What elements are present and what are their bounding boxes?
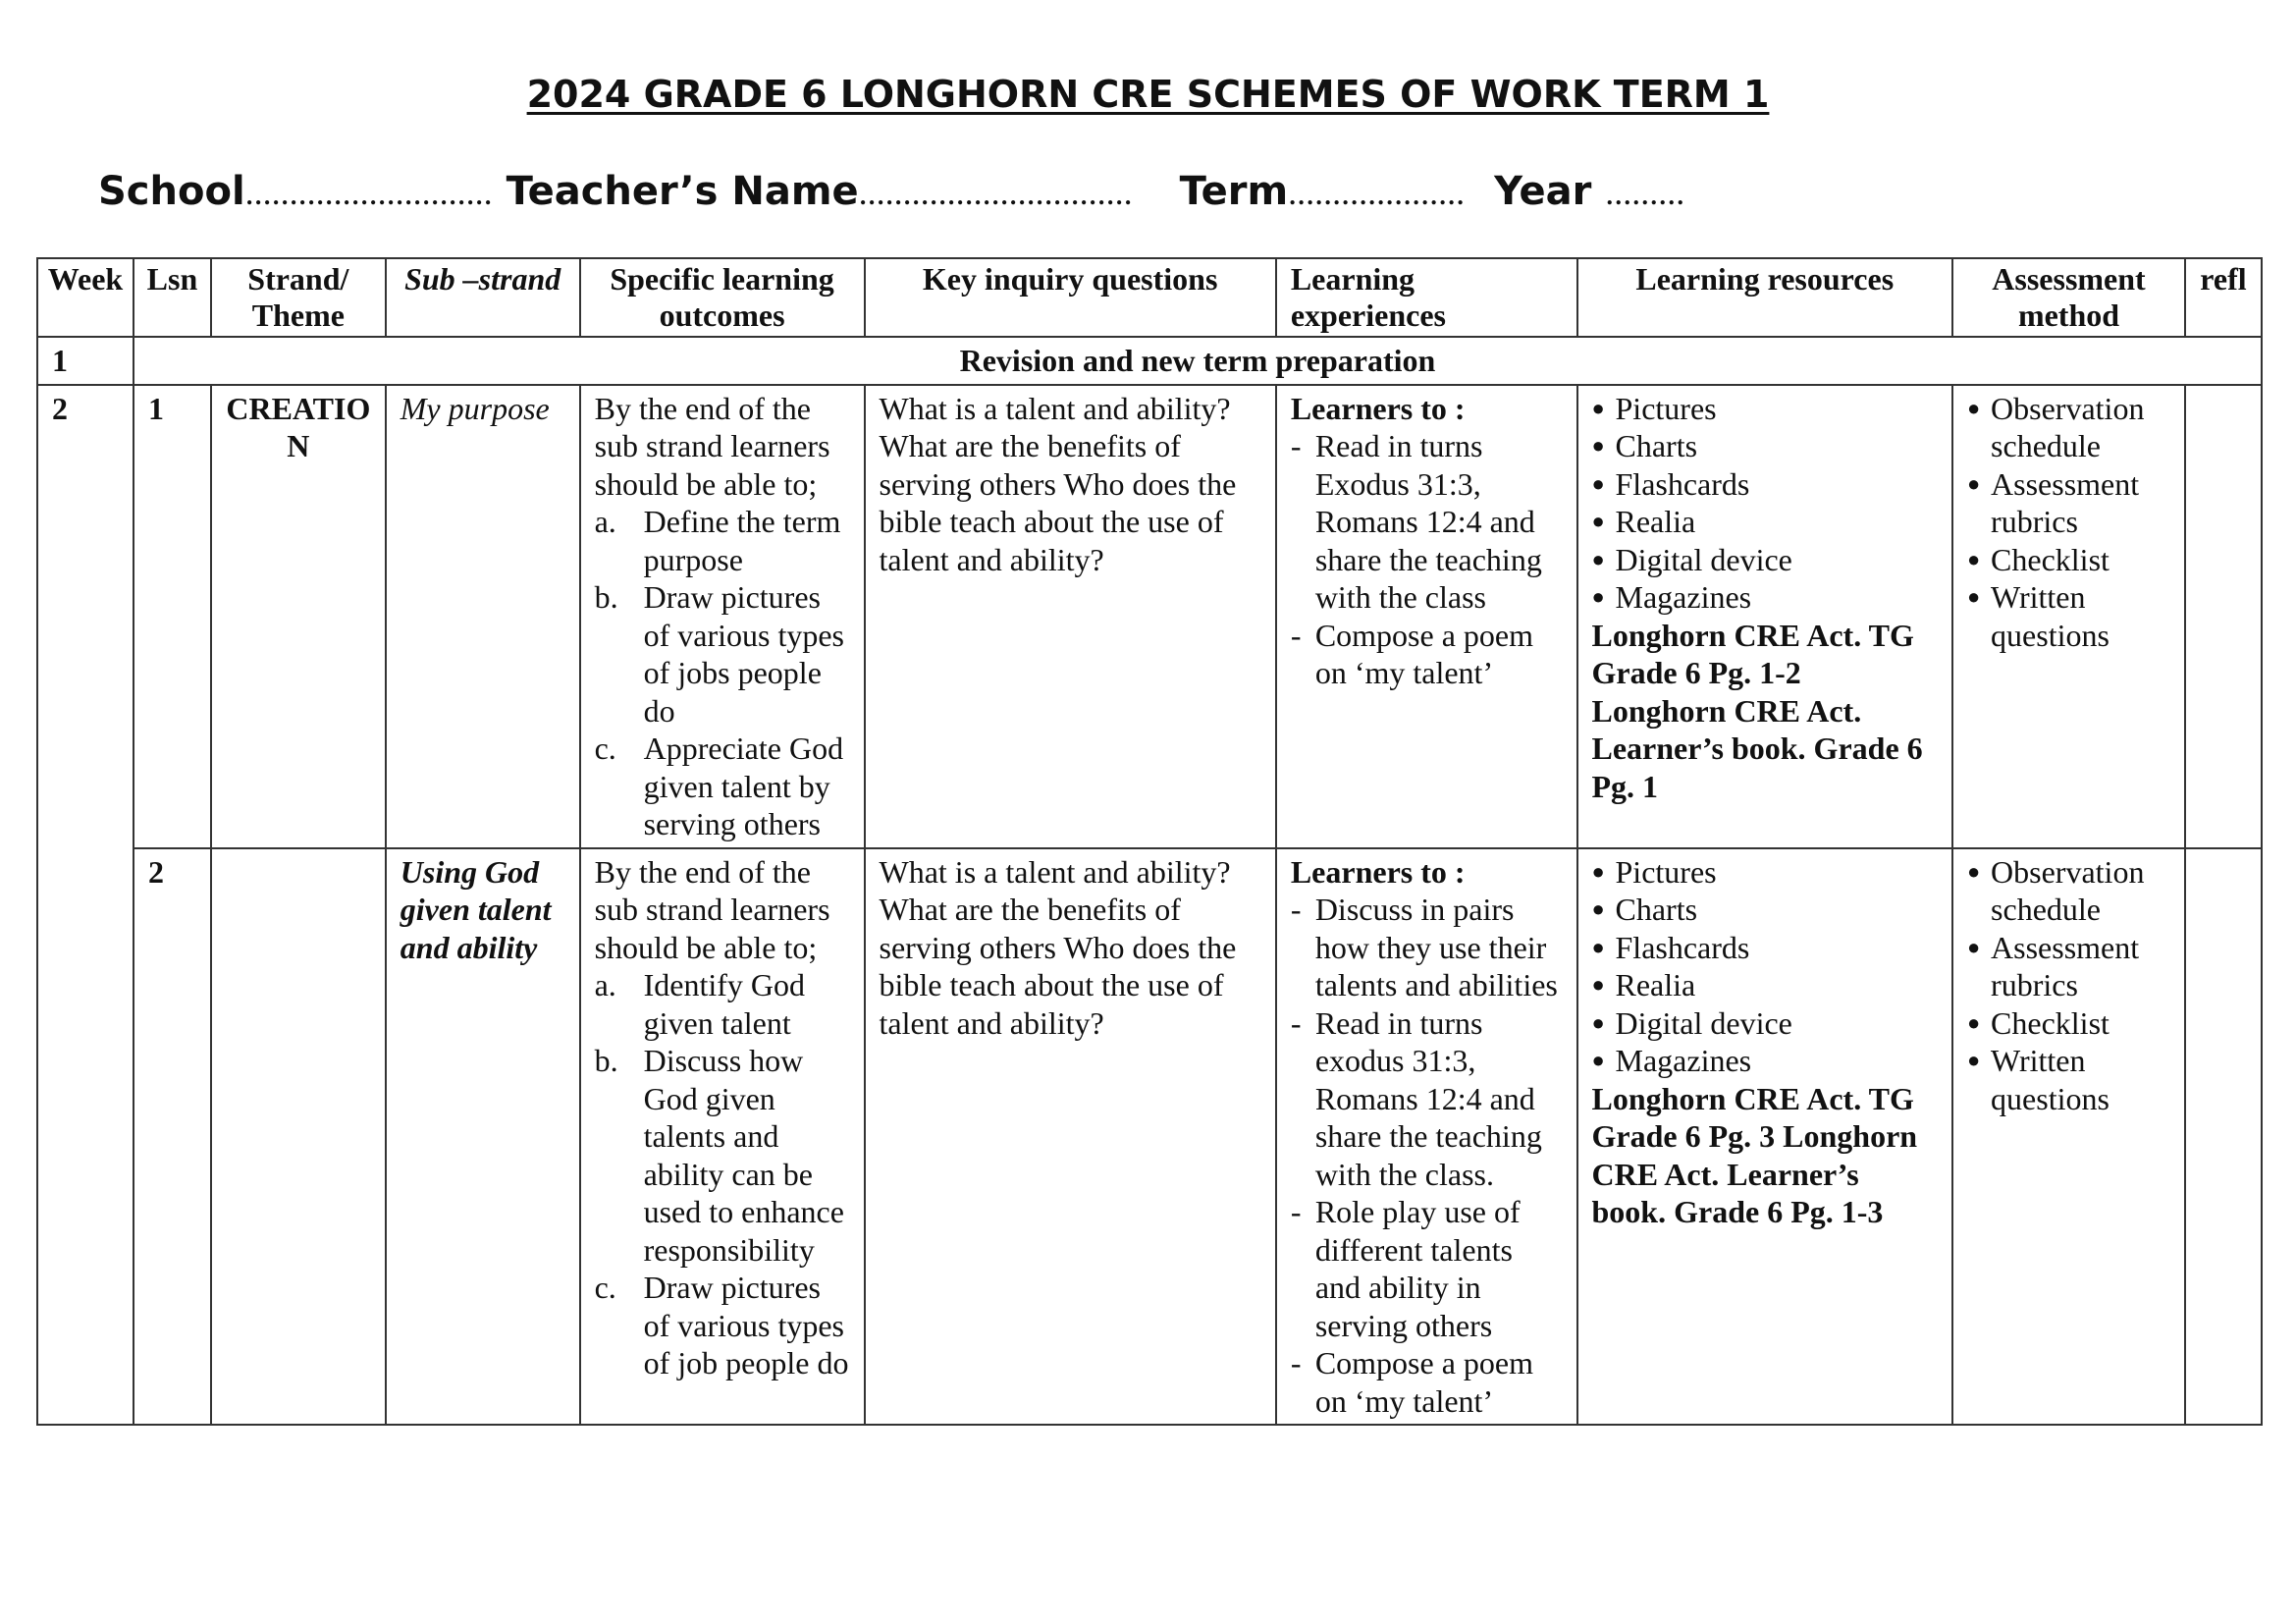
bullet-icon: ● bbox=[1591, 546, 1605, 571]
list-item bbox=[595, 1269, 850, 1382]
questions-cell: What is a talent and ability? What are the benefits of serving others Who does the bible teach about the use of talent and ability? bbox=[865, 848, 1276, 1426]
col-resources: Learning resources bbox=[1577, 258, 1953, 337]
header-line bbox=[98, 169, 2258, 214]
list-marker: b. bbox=[594, 579, 618, 615]
list-item bbox=[1592, 853, 1939, 892]
table-row bbox=[37, 385, 2262, 848]
list-item-text: Compose a poem on ‘my talent’ bbox=[1314, 1345, 1533, 1419]
experiences-cell bbox=[1276, 385, 1577, 848]
list-item-text: Compose a poem on ‘my talent’ bbox=[1314, 617, 1533, 690]
dash-icon: - bbox=[1290, 892, 1302, 927]
list-item bbox=[1592, 578, 1939, 617]
substrand-cell: Using God given talent and ability bbox=[386, 848, 580, 1426]
bullet-icon: ● bbox=[1591, 509, 1605, 533]
resources-list bbox=[1592, 853, 1939, 1080]
list-item bbox=[1592, 465, 1939, 504]
col-week: Week bbox=[37, 258, 133, 337]
list-item bbox=[1291, 1193, 1563, 1344]
list-marker: b. bbox=[594, 1043, 618, 1078]
bullet-icon: ● bbox=[1591, 934, 1605, 959]
list-item bbox=[595, 730, 850, 843]
list-item-text: Identify God given talent bbox=[643, 967, 805, 1041]
col-experiences: Learning experiences bbox=[1276, 258, 1577, 337]
list-marker: c. bbox=[594, 731, 616, 766]
col-ref: refl bbox=[2185, 258, 2262, 337]
col-questions: Key inquiry questions bbox=[865, 258, 1276, 337]
teacher-dots: ............................... bbox=[858, 173, 1133, 212]
assessment-list bbox=[1967, 853, 2170, 1118]
outcomes-cell bbox=[580, 385, 865, 848]
list-item-text: Magazines bbox=[1615, 1043, 1752, 1078]
list-item bbox=[1967, 541, 2170, 579]
list-item-text: Draw pictures of various types of job people do bbox=[643, 1270, 849, 1380]
list-item-text: Pictures bbox=[1615, 390, 1717, 426]
list-item-text: Digital device bbox=[1615, 1004, 1792, 1041]
list-item bbox=[1592, 1004, 1939, 1043]
list-item bbox=[1967, 1042, 2170, 1117]
list-item-text: Flashcards bbox=[1615, 465, 1750, 502]
lesson-cell: 2 bbox=[133, 848, 211, 1426]
bullet-icon: ● bbox=[1591, 858, 1605, 884]
bullet-icon: ● bbox=[1967, 1048, 1981, 1072]
bullet-icon: ● bbox=[1967, 934, 1981, 959]
resources-refs: Longhorn CRE Act. TG Grade 6 Pg. 1-2 Longhorn CRE Act. Learner’s book. Grade 6 Pg. 1 bbox=[1591, 617, 1923, 804]
list-item bbox=[1291, 1004, 1563, 1194]
list-item bbox=[595, 966, 850, 1042]
list-item bbox=[1592, 891, 1939, 929]
list-item-text: Assessment rubrics bbox=[1991, 929, 2140, 1002]
dash-icon: - bbox=[1290, 1345, 1302, 1380]
resources-refs: Longhorn CRE Act. TG Grade 6 Pg. 3 Longhorn CRE Act. Learner’s book. Grade 6 Pg. 1-3 bbox=[1591, 1080, 1918, 1229]
table-header-row bbox=[37, 258, 2262, 337]
list-item-text: Realia bbox=[1615, 967, 1696, 1002]
list-item bbox=[1592, 541, 1939, 579]
bullet-icon: ● bbox=[1967, 1009, 1981, 1035]
experiences-cell bbox=[1276, 848, 1577, 1426]
revision-text: Revision and new term preparation bbox=[133, 337, 2262, 385]
list-item-text: Discuss in pairs how they use their talents and abilities bbox=[1314, 892, 1558, 1002]
bullet-icon: ● bbox=[1591, 1009, 1605, 1035]
list-marker: a. bbox=[594, 967, 616, 1002]
revision-week: 1 bbox=[37, 337, 133, 385]
bullet-icon: ● bbox=[1967, 858, 1981, 884]
bullet-icon: ● bbox=[1967, 395, 1981, 420]
list-item bbox=[1967, 853, 2170, 929]
list-item bbox=[595, 1042, 850, 1269]
week-cell: 2 bbox=[37, 385, 133, 1426]
dash-icon: - bbox=[1290, 617, 1302, 653]
list-item bbox=[1967, 929, 2170, 1004]
substrand-cell: My purpose bbox=[386, 385, 580, 848]
list-item-text: Read in turns exodus 31:3, Romans 12:4 and share the teaching with the class. bbox=[1314, 1004, 1542, 1192]
list-item-text: Realia bbox=[1615, 504, 1696, 539]
list-item-text: Define the term purpose bbox=[643, 504, 841, 577]
list-item-text: Appreciate God given talent by serving others bbox=[643, 731, 844, 841]
list-item-text: Role play use of different talents and ability in serving others bbox=[1314, 1194, 1521, 1343]
list-item-text: Checklist bbox=[1991, 1004, 2109, 1041]
resources-list bbox=[1592, 390, 1939, 617]
list-item bbox=[1592, 966, 1939, 1004]
list-item bbox=[1592, 427, 1939, 465]
experiences-lead: Learners to : bbox=[1290, 390, 1466, 426]
term-label: Term bbox=[1179, 169, 1289, 214]
list-item-text: Pictures bbox=[1615, 853, 1717, 890]
table-row bbox=[37, 848, 2262, 1426]
bullet-icon: ● bbox=[1591, 972, 1605, 997]
list-item bbox=[1592, 929, 1939, 967]
bullet-icon: ● bbox=[1591, 433, 1605, 458]
strand-cell bbox=[211, 848, 386, 1426]
assessment-list bbox=[1967, 390, 2170, 655]
bullet-icon: ● bbox=[1967, 584, 1981, 609]
year-dots: ......... bbox=[1605, 173, 1685, 212]
outcomes-cell bbox=[580, 848, 865, 1426]
strand-cell: CREATION bbox=[211, 385, 386, 848]
outcomes-intro: By the end of the sub strand learners should be able to; bbox=[594, 853, 830, 965]
dash-icon: - bbox=[1290, 428, 1302, 463]
list-item-text: Charts bbox=[1615, 428, 1698, 463]
list-item bbox=[1967, 465, 2170, 541]
list-item bbox=[1291, 1344, 1563, 1420]
bullet-icon: ● bbox=[1967, 470, 1981, 496]
dash-icon: - bbox=[1290, 1194, 1302, 1229]
ref-cell bbox=[2185, 848, 2262, 1426]
outcomes-intro: By the end of the sub strand learners should be able to; bbox=[594, 390, 830, 502]
lesson-cell: 1 bbox=[133, 385, 211, 848]
list-item bbox=[1592, 503, 1939, 541]
list-item-text: Discuss how God given talents and ability can be used to enhance responsibility bbox=[643, 1043, 844, 1268]
list-item bbox=[1291, 427, 1563, 617]
document-title bbox=[0, 73, 2296, 116]
list-marker: c. bbox=[594, 1270, 616, 1305]
list-item-text: Written questions bbox=[1991, 579, 2109, 653]
school-label: School bbox=[98, 169, 245, 214]
list-item bbox=[1291, 891, 1563, 1004]
list-item bbox=[1592, 390, 1939, 428]
col-lsn: Lsn bbox=[133, 258, 211, 337]
list-item-text: Read in turns Exodus 31:3, Romans 12:4 and share the teaching with the class bbox=[1314, 428, 1542, 615]
list-item-text: Observation schedule bbox=[1991, 853, 2145, 927]
scheme-table bbox=[36, 257, 2263, 1426]
list-item-text: Magazines bbox=[1615, 579, 1752, 615]
bullet-icon: ● bbox=[1591, 395, 1605, 420]
list-item bbox=[1967, 390, 2170, 465]
term-dots: .................... bbox=[1288, 173, 1466, 212]
list-item-text: Written questions bbox=[1991, 1043, 2109, 1116]
bullet-icon: ● bbox=[1591, 470, 1605, 496]
list-item-text: Charts bbox=[1615, 892, 1698, 927]
list-item bbox=[1967, 578, 2170, 654]
assessment-cell bbox=[1952, 385, 2185, 848]
resources-cell bbox=[1577, 848, 1953, 1426]
bullet-icon: ● bbox=[1967, 546, 1981, 571]
list-item-text: Flashcards bbox=[1615, 929, 1750, 965]
list-item-text: Draw pictures of various types of jobs people do bbox=[643, 579, 844, 729]
list-item-text: Digital device bbox=[1615, 541, 1792, 577]
list-item bbox=[595, 503, 850, 578]
questions-cell: What is a talent and ability? What are the benefits of serving others Who does the bible teach about the use of talent and ability? bbox=[865, 385, 1276, 848]
bullet-icon: ● bbox=[1591, 584, 1605, 609]
list-item-text: Checklist bbox=[1991, 541, 2109, 577]
list-item-text: Assessment rubrics bbox=[1991, 465, 2140, 539]
dash-icon: - bbox=[1290, 1004, 1302, 1041]
school-dots: ............................ bbox=[244, 173, 493, 212]
col-assessment: Assessment method bbox=[1952, 258, 2185, 337]
list-item bbox=[595, 578, 850, 730]
col-strand: Strand/ Theme bbox=[211, 258, 386, 337]
list-item bbox=[1967, 1004, 2170, 1043]
list-marker: a. bbox=[594, 504, 616, 539]
experiences-list bbox=[1291, 891, 1563, 1420]
experiences-lead: Learners to : bbox=[1290, 853, 1466, 890]
outcomes-list bbox=[595, 503, 850, 843]
list-item bbox=[1592, 1042, 1939, 1080]
ref-cell bbox=[2185, 385, 2262, 848]
resources-cell bbox=[1577, 385, 1953, 848]
col-outcomes: Specific learning outcomes bbox=[580, 258, 865, 337]
assessment-cell bbox=[1952, 848, 2185, 1426]
outcomes-list bbox=[595, 966, 850, 1382]
revision-row bbox=[37, 337, 2262, 385]
col-substrand: Sub –strand bbox=[386, 258, 580, 337]
bullet-icon: ● bbox=[1591, 1048, 1605, 1072]
year-label: Year bbox=[1494, 169, 1592, 214]
teacher-label: Teacher’s Name bbox=[506, 169, 859, 214]
list-item-text: Observation schedule bbox=[1991, 390, 2145, 463]
experiences-list bbox=[1291, 427, 1563, 692]
document-title-text: 2024 GRADE 6 LONGHORN CRE SCHEMES OF WORK TERM 1 bbox=[526, 73, 1770, 116]
list-item bbox=[1291, 617, 1563, 692]
bullet-icon: ● bbox=[1591, 896, 1605, 921]
